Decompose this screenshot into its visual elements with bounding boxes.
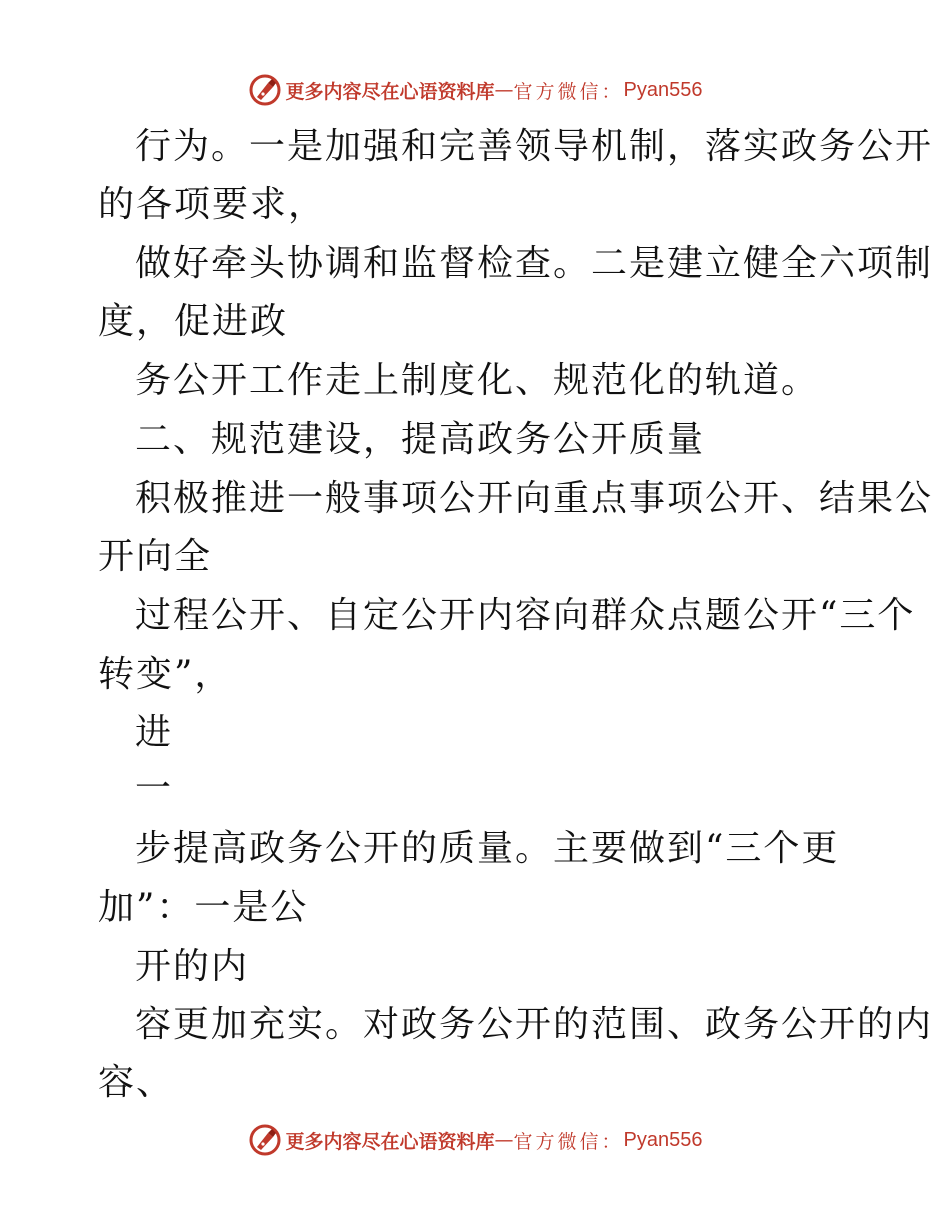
text-line: 容、 [98,1062,175,1103]
pen-nib-circle-icon [248,73,282,107]
text-line: 步提高政务公开的质量。主要做到“三个更 [135,828,840,869]
text-line: 行为。一是加强和完善领导机制，落实政务公开 [135,126,934,167]
pen-nib-circle-icon [248,1123,282,1157]
watermark-dash: — [494,1129,514,1151]
watermark-label: 官方微信： [513,80,624,103]
watermark-dash: — [494,79,514,101]
header-watermark [0,70,950,110]
watermark-wechat-id: Pyan556 [623,1128,703,1151]
text-line: 开向全 [98,536,213,577]
text-line: 的各项要求， [98,184,327,225]
text-line: 务公开工作走上制度化、规范化的轨道。 [135,360,820,401]
watermark-site-text: 更多内容尽在心语资料库 [285,1130,495,1153]
watermark-site-text: 更多内容尽在心语资料库 [285,80,495,103]
text-line: 开的内 [135,946,250,987]
watermark-label: 官方微信： [513,1130,624,1153]
text-line: 进 [135,712,174,753]
footer-watermark [0,1120,950,1160]
text-line: 加”：一是公 [98,887,309,928]
text-line: 度，促进政 [98,301,289,342]
text-line: 过程公开、自定公开内容向群众点题公开“三个 [135,595,916,636]
text-line: 一 [135,768,174,809]
text-line: 转变”， [98,654,233,695]
text-line: 容更加充实。对政务公开的范围、政务公开的内 [135,1004,934,1045]
text-line: 做好牵头协调和监督检查。二是建立健全六项制 [135,243,934,284]
section-heading: 二、规范建设，提高政务公开质量 [135,419,706,460]
text-line: 积极推进一般事项公开向重点事项公开、结果公 [135,478,934,519]
watermark-wechat-id: Pyan556 [623,78,703,101]
